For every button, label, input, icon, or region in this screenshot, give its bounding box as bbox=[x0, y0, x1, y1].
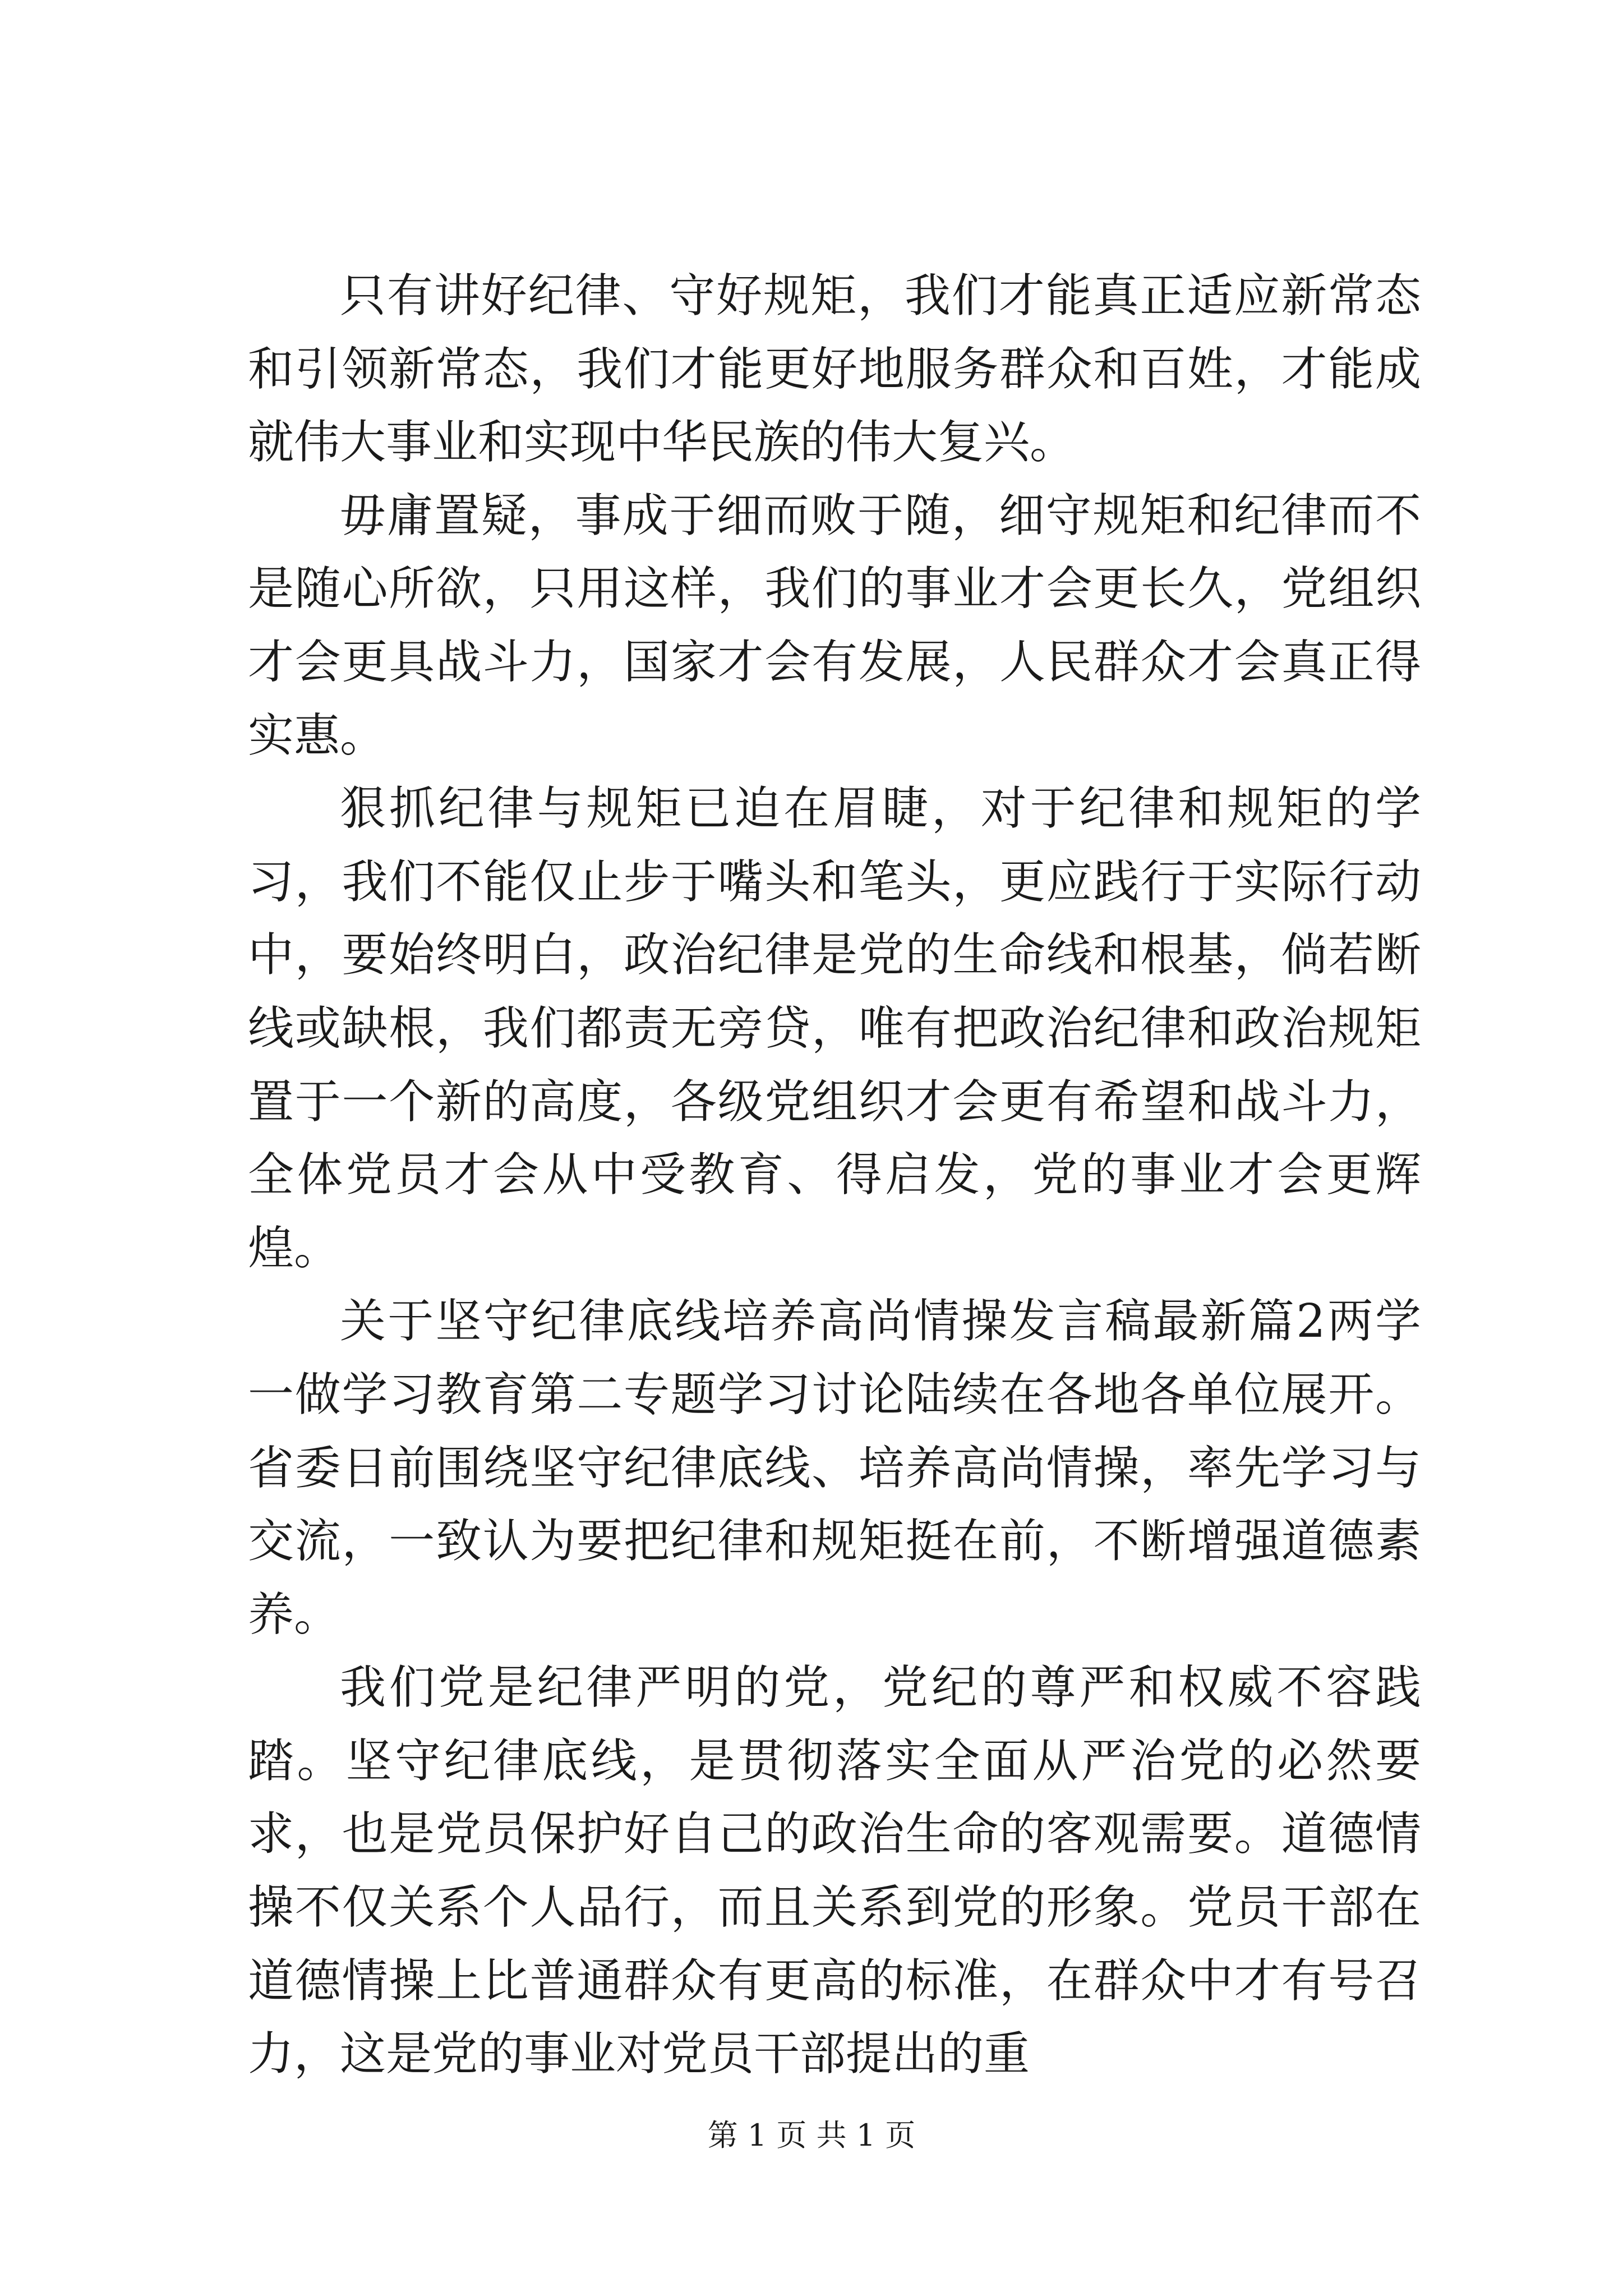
paragraph-1: 只有讲好纪律、守好规矩，我们才能真正适应新常态和引领新常态，我们才能更好地服务群众和百姓，才能成就伟大事业和实现中华民族的伟大复兴。 bbox=[248, 269, 1421, 470]
page-number-label: 第 1 页 共 1 页 bbox=[707, 2118, 916, 2153]
paragraph-4: 关于坚守纪律底线培养高尚情操发言稿最新篇2两学一做学习教育第二专题学习讨论陆续在各地各单位展开。省委日前围绕坚守纪律底线、培养高尚情操，率先学习与交流，一致认为要把纪律和规矩挺在前，不断增强道德素养。 bbox=[248, 1295, 1421, 1641]
document-body bbox=[248, 260, 1421, 2091]
paragraph-3: 狠抓纪律与规矩已迫在眉睫，对于纪律和规矩的学习，我们不能仅止步于嘴头和笔头，更应践行于实际行动中，要始终明白，政治纪律是党的生命线和根基，倘若断线或缺根，我们都责无旁贷，唯有把政治纪律和政治规矩置于一个新的高度，各级党组织才会更有希望和战斗力，全体党员才会从中受教育、得启发，党的事业才会更辉煌。 bbox=[248, 782, 1421, 1275]
paragraph-2: 毋庸置疑，事成于细而败于随，细守规矩和纪律而不是随心所欲，只用这样，我们的事业才会更长久，党组织才会更具战斗力，国家才会有发展，人民群众才会真正得实惠。 bbox=[248, 489, 1421, 762]
paragraph-5: 我们党是纪律严明的党，党纪的尊严和权威不容践踏。坚守纪律底线，是贯彻落实全面从严治党的必然要求，也是党员保护好自己的政治生命的客观需要。道德情操不仅关系个人品行，而且关系到党的形象。党员干部在道德情操上比普通群众有更高的标准，在群众中才有号召力，这是党的事业对党员干部提出的重 bbox=[248, 1661, 1421, 2081]
page-footer bbox=[0, 2116, 1623, 2155]
